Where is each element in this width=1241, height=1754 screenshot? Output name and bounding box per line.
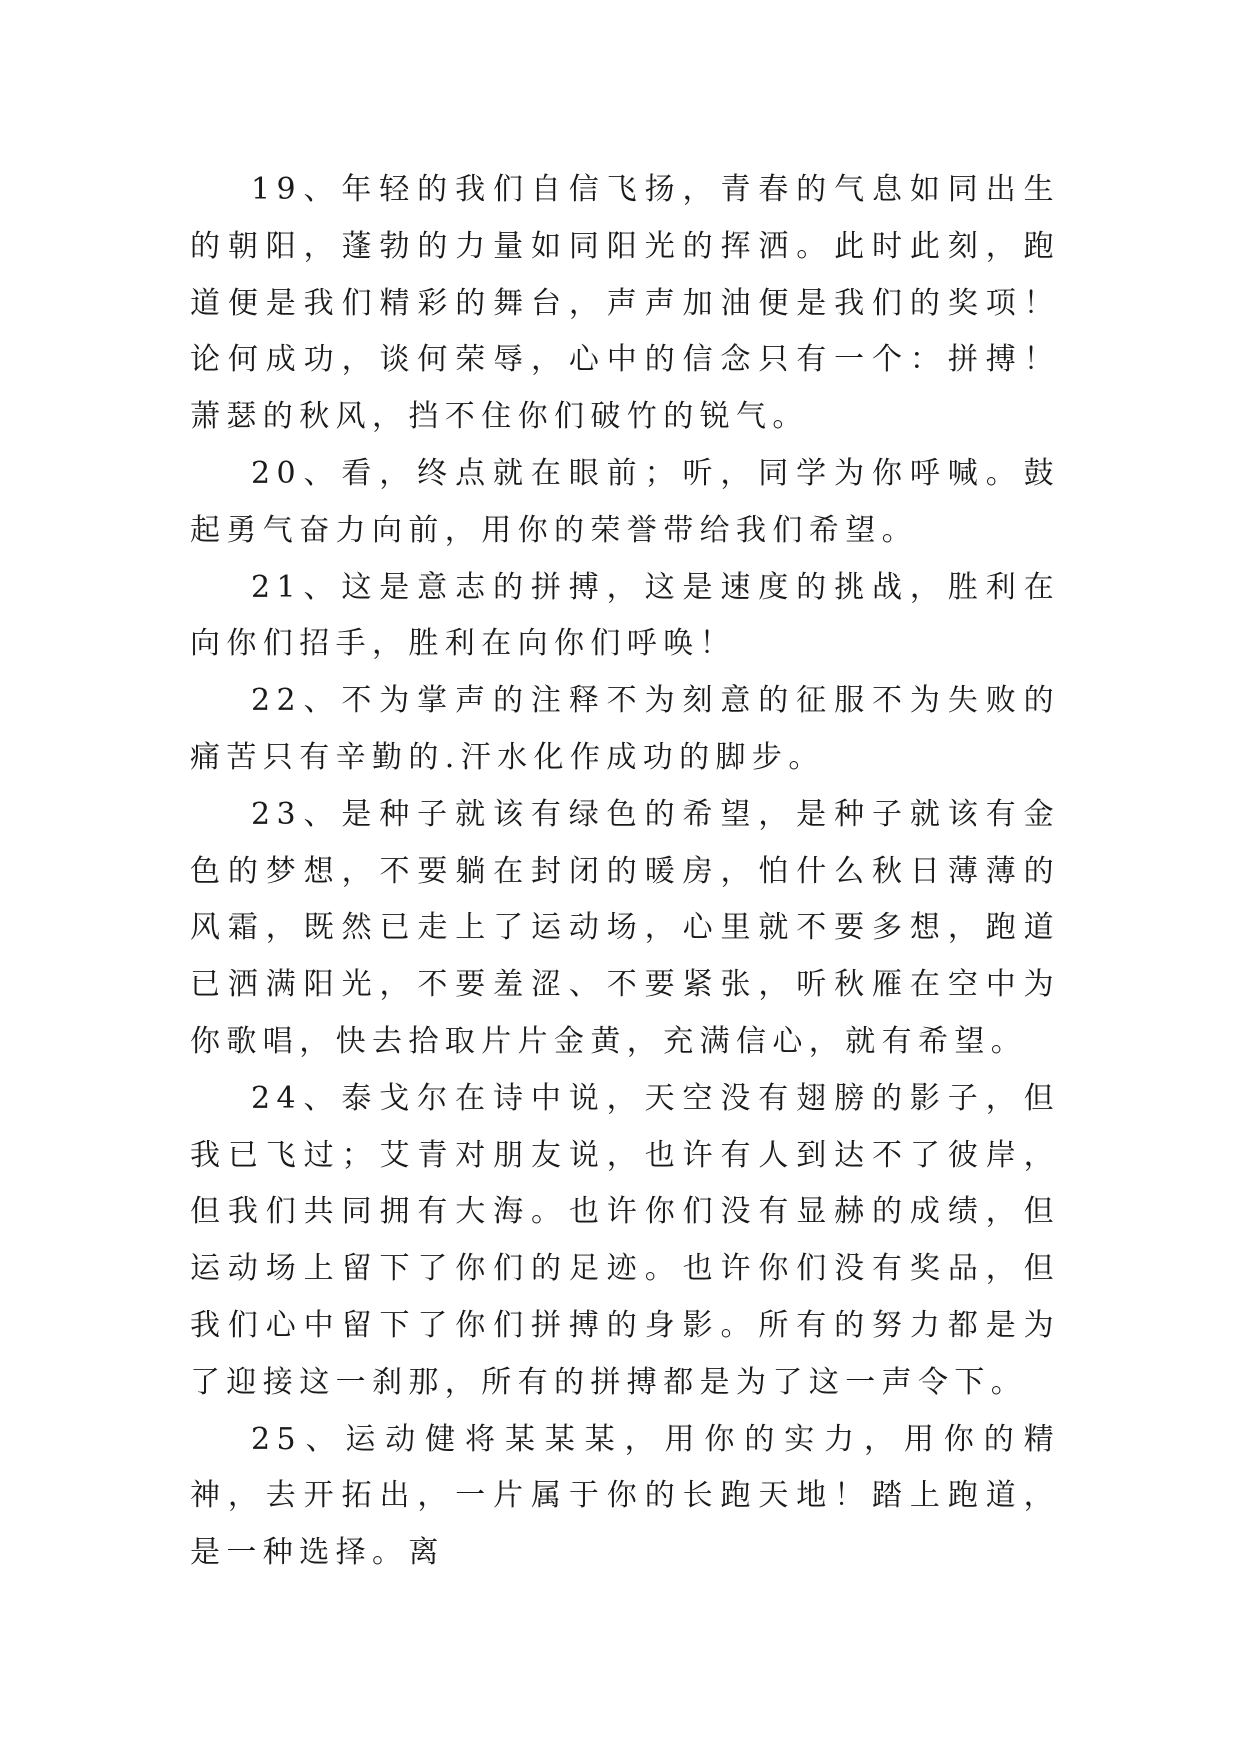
- paragraph-20: 20、看，终点就在眼前；听，同学为你呼喊。鼓起勇气奋力向前，用你的荣誉带给我们希望。: [190, 455, 1060, 548]
- paragraph-25: 25、运动健将某某某，用你的实力，用你的精神，去开拓出，一片属于你的长跑天地！踏上跑道，是一种选择。离: [190, 1421, 1060, 1571]
- paragraph-23: 23、是种子就该有绿色的希望，是种子就该有金色的梦想，不要躺在封闭的暖房，怕什么秋日薄薄的风霜，既然已走上了运动场，心里就不要多想，跑道已洒满阳光，不要羞涩、不要紧张，听秋雁在空中为你歌唱，快去拾取片片金黄，充满信心，就有希望。: [190, 796, 1060, 1059]
- paragraph-19: 19、年轻的我们自信飞扬，青春的气息如同出生的朝阳，蓬勃的力量如同阳光的挥洒。此时此刻，跑道便是我们精彩的舞台，声声加油便是我们的奖项！论何成功，谈何荣辱，心中的信念只有一个：拼搏！萧瑟的秋风，挡不住你们破竹的锐气。: [190, 172, 1060, 435]
- paragraph-24: 24、泰戈尔在诗中说，天空没有翅膀的影子，但我已飞过；艾青对朋友说，也许有人到达不了彼岸，但我们共同拥有大海。也许你们没有显赫的成绩，但运动场上留下了你们的足迹。也许你们没有奖品，但我们心中留下了你们拼搏的身影。所有的努力都是为了迎接这一刹那，所有的拼搏都是为了这一声令下。: [190, 1080, 1060, 1400]
- document-body: [190, 162, 1060, 1582]
- paragraph-21: 21、这是意志的拼搏，这是速度的挑战，胜利在向你们招手，胜利在向你们呼唤！: [190, 569, 1060, 662]
- paragraph-22: 22、不为掌声的注释不为刻意的征服不为失败的痛苦只有辛勤的.汗水化作成功的脚步。: [190, 683, 1060, 775]
